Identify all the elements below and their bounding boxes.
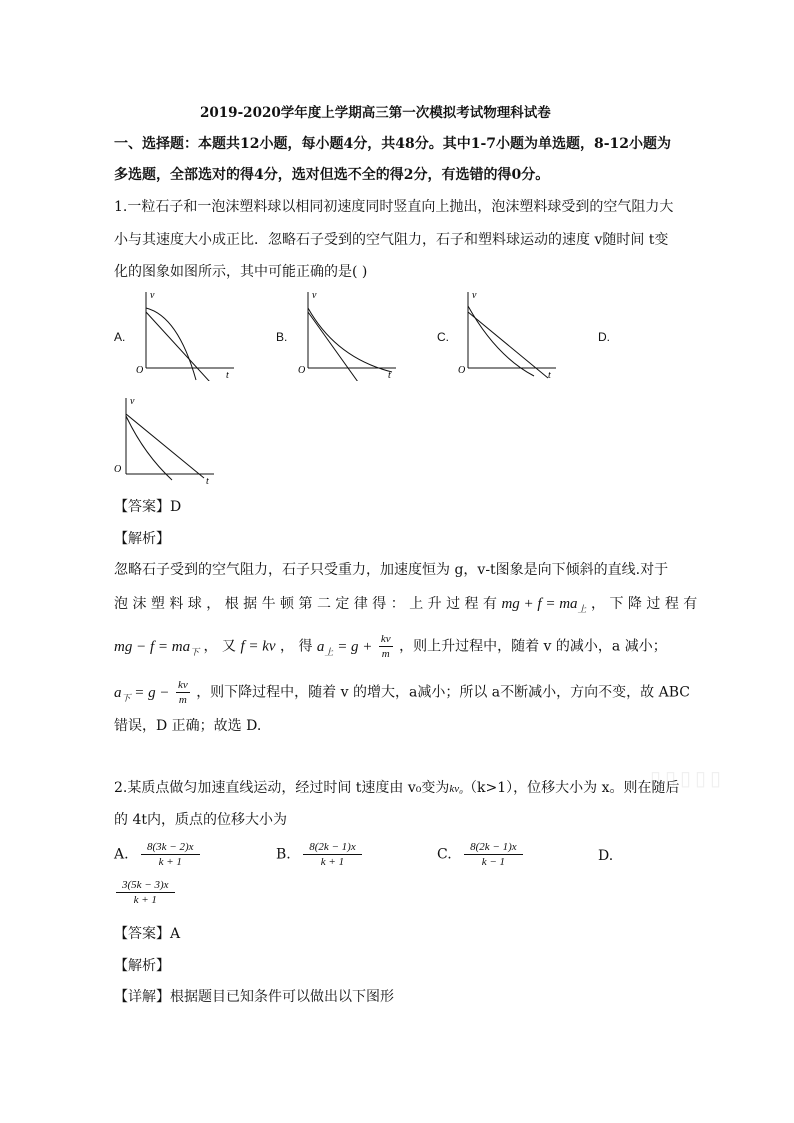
graph-c-origin: O (458, 365, 466, 376)
graph-a-v-label: v (150, 290, 155, 301)
q1-line3: 化的图象如图所示，其中可能正确的是( ) (114, 264, 368, 280)
q1-answer: 【答案】D (114, 499, 182, 515)
exp3-formula-3: $a_上 = g$ + (316, 638, 373, 657)
exp3-text-b: ， 又 (203, 638, 236, 655)
q2-line2: 的 4t内，质点的位移大小为 (114, 812, 287, 828)
q2-option-d-label: D. (598, 848, 614, 864)
q1-analysis-label: 【解析】 (114, 531, 170, 547)
exp3-text-c: ， 得 (280, 638, 313, 655)
q2-option-c-fraction: $\frac{8(2k - 1)x}{k - 1}$ (464, 840, 523, 869)
q1-graph-d (110, 392, 220, 487)
q2-line1-text-a: 2.某质点做匀加速直线运动，经过时间 t速度由 v₀变为 (114, 780, 450, 796)
graph-a-stone-line (146, 312, 210, 381)
exp2-text-a: 泡 沫 塑 料 球 ， 根 据 牛 顿 第 二 定 律 得 ： 上 升 过 程 有 (114, 596, 498, 612)
graph-d-v-label: v (130, 396, 135, 407)
exp2-text-b: ， 下 降 过 程 有 (591, 596, 698, 612)
q2-option-a-fraction: $\frac{8(3k - 2)x}{k + 1}$ (141, 840, 200, 869)
q2-option-c-label: C. (437, 846, 452, 863)
graph-d-t-label: t (206, 476, 209, 487)
q1-explanation-line4 (114, 678, 690, 708)
exp3-text-d: ，则上升过程中，随着 v 的减小，a 减小； (399, 638, 667, 655)
q1-graph-b (292, 286, 402, 381)
q2-detail: 【详解】根据题目已知条件可以做出以下图形 (114, 989, 394, 1005)
q1-graph-a (130, 286, 240, 381)
q2-option-a-label: A. (114, 846, 129, 863)
graph-b-origin: O (298, 365, 306, 376)
q2-line1-text-b: （k>1），位移大小为 x。则在随后 (463, 780, 680, 796)
q1-option-a-label: A. (114, 330, 126, 344)
q1-explanation-line3 (114, 632, 667, 662)
q1-option-d-label: D. (598, 330, 610, 344)
q2-option-d (114, 878, 177, 907)
q1-explanation-line1: 忽略石子受到的空气阻力，石子只受重力，加速度恒为 g，v-t图象是向下倾斜的直线.对于 (114, 562, 669, 578)
graph-a-ball-curve (146, 308, 196, 380)
q2-answer: 【答案】A (114, 926, 181, 942)
exp4-fraction: $\frac{kv}{m}$ (177, 679, 188, 706)
q2-analysis-label: 【解析】 (114, 958, 170, 974)
q1-option-c-label: C. (437, 330, 449, 344)
exp3-formula-2: f = kv (240, 638, 276, 655)
graph-a-t-label: t (226, 370, 229, 381)
graph-b-ball-curve (308, 308, 392, 372)
graph-a-origin: O (136, 365, 144, 376)
exp3-fraction: $\frac{kv}{m}$ (380, 633, 391, 660)
q2-option-b (276, 840, 364, 869)
section1-line1: 一、选择题：本题共12小题，每小题4分，共48分。其中1-7小题为单选题，8-12小题为 (114, 136, 672, 152)
graph-d-origin: O (114, 464, 122, 475)
q1-explanation-line2 (114, 594, 697, 619)
q2-option-c (437, 840, 525, 869)
exp4-formula-1: $a_下 = g$ − (114, 684, 170, 703)
q2-option-d-fraction: $\frac{3(5k - 3)x}{k + 1}$ (116, 878, 175, 907)
graph-b-stone-line (308, 312, 358, 381)
exp3-formula-1: mg − $f = ma_下$ (114, 638, 200, 657)
exp2-formula: mg + $f = ma_上$ (501, 596, 587, 614)
q1-graph-c (452, 286, 562, 381)
q2-option-b-fraction: $\frac{8(2k - 1)x}{k + 1}$ (303, 840, 362, 869)
q1-line2: 小与其速度大小成正比．忽略石子受到的空气阻力，石子和塑料球运动的速度 v随时间 t变 (114, 232, 669, 248)
page-title: 2019-2020学年度上学期高三第一次模拟考试物理科试卷 (200, 105, 551, 121)
q2-line1 (114, 778, 679, 799)
graph-b-t-label: t (388, 370, 391, 381)
watermark: ▯▯▯▯▯ (650, 766, 726, 790)
graph-b-v-label: v (312, 290, 317, 301)
graph-d-ball-curve (126, 416, 172, 480)
section1-line2: 多选题，全部选对的得4分，选对但选不全的得2分，有选错的得0分。 (114, 167, 550, 183)
graph-d-stone-line (126, 414, 204, 478)
q2-option-b-label: B. (276, 846, 291, 863)
exp4-text-b: ，则下降过程中，随着 v 的增大，a减小；所以 a不断减小，方向不变，故 ABC (196, 684, 690, 701)
q1-option-b-label: B. (276, 330, 288, 344)
q2-option-a (114, 840, 202, 869)
q2-line1-formula: kv₀ (449, 783, 463, 795)
q1-line1: 1.一粒石子和一泡沫塑料球以相同初速度同时竖直向上抛出，泡沫塑料球受到的空气阻力大 (114, 199, 674, 215)
graph-c-ball-curve (468, 306, 534, 376)
graph-c-t-label: t (548, 370, 551, 381)
graph-c-v-label: v (472, 290, 477, 301)
q1-explanation-line5: 错误，D 正确；故选 D. (114, 718, 262, 734)
